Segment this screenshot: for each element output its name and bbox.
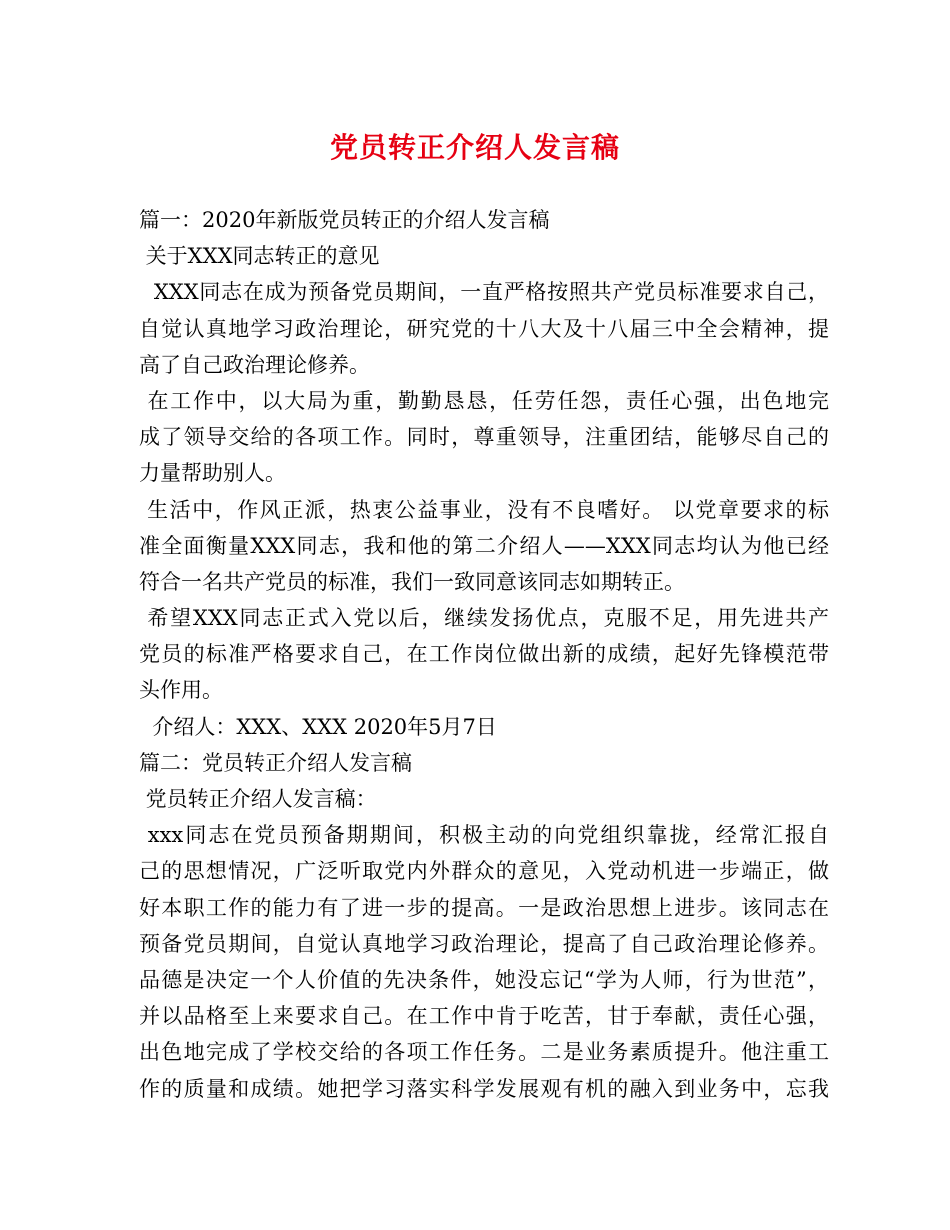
text-line: 力量帮助别人。 <box>139 461 286 486</box>
text-line: 好本职工作的能力有了进一步的提高。一是政治思想上进步。该同志在 <box>139 895 829 920</box>
text-line: 介绍人：XXX、XXX 2020年5月7日 <box>139 714 497 739</box>
text-line: 篇一：2020年新版党员转正的介绍人发言稿 <box>139 208 550 232</box>
text-line: 作的质量和成绩。她把学习落实科学发展观有机的融入到业务中，忘我 <box>139 1076 829 1101</box>
text-line: 成了领导交给的各项工作。同时，尊重领导，注重团结，能够尽自己的 <box>139 425 829 450</box>
text-line: 在工作中，以大局为重，勤勤恳恳，任劳任怨，责任心强，出色地完 <box>139 388 829 413</box>
text-line: 符合一名共产党员的标准，我们一致同意该同志如期转正。 <box>139 569 685 594</box>
text-line: 党员转正介绍人发言稿： <box>139 787 377 811</box>
text-line: xxx同志在党员预备期期间，积极主动的向党组织靠拢，经常汇报自 <box>139 823 829 848</box>
text-line: 高了自己政治理论修养。 <box>139 352 370 377</box>
text-line: 篇二：党员转正介绍人发言稿 <box>139 750 412 775</box>
text-line: 希望XXX同志正式入党以后，继续发扬优点，克服不足，用先进共产 <box>139 606 829 631</box>
text-line: 预备党员期间，自觉认真地学习政治理论，提高了自己政治理论修养。 <box>139 931 829 956</box>
text-line: 并以品格至上来要求自己。在工作中肯于吃苦，甘于奉献，责任心强， <box>139 1004 829 1029</box>
text-line: 品德是决定一个人价值的先决条件，她没忘记“学为人师，行为世范”， <box>139 967 829 992</box>
text-line: 关于XXX同志转正的意见 <box>139 244 380 269</box>
text-line: 自觉认真地学习政治理论，研究党的十八大及十八届三中全会精神，提 <box>139 316 829 341</box>
text-line: XXX同志在成为预备党员期间，一直严格按照共产党员标准要求自己， <box>139 280 829 305</box>
text-line: 头作用。 <box>139 678 223 703</box>
document-body <box>139 202 829 1107</box>
text-line: 己的思想情况，广泛听取党内外群众的意见，入党动机进一步端正，做 <box>139 859 829 884</box>
text-line: 出色地完成了学校交给的各项工作任务。二是业务素质提升。他注重工 <box>139 1040 829 1065</box>
text-line: 党员的标准严格要求自己，在工作岗位做出新的成绩，起好先锋模范带 <box>139 642 829 667</box>
text-line: 生活中，作风正派，热衷公益事业，没有不良嗜好。 以党章要求的标 <box>139 497 829 522</box>
text-line: 准全面衡量XXX同志，我和他的第二介绍人——XXX同志均认为他已经 <box>139 533 829 558</box>
document-title: 党员转正介绍人发言稿 <box>329 131 620 164</box>
